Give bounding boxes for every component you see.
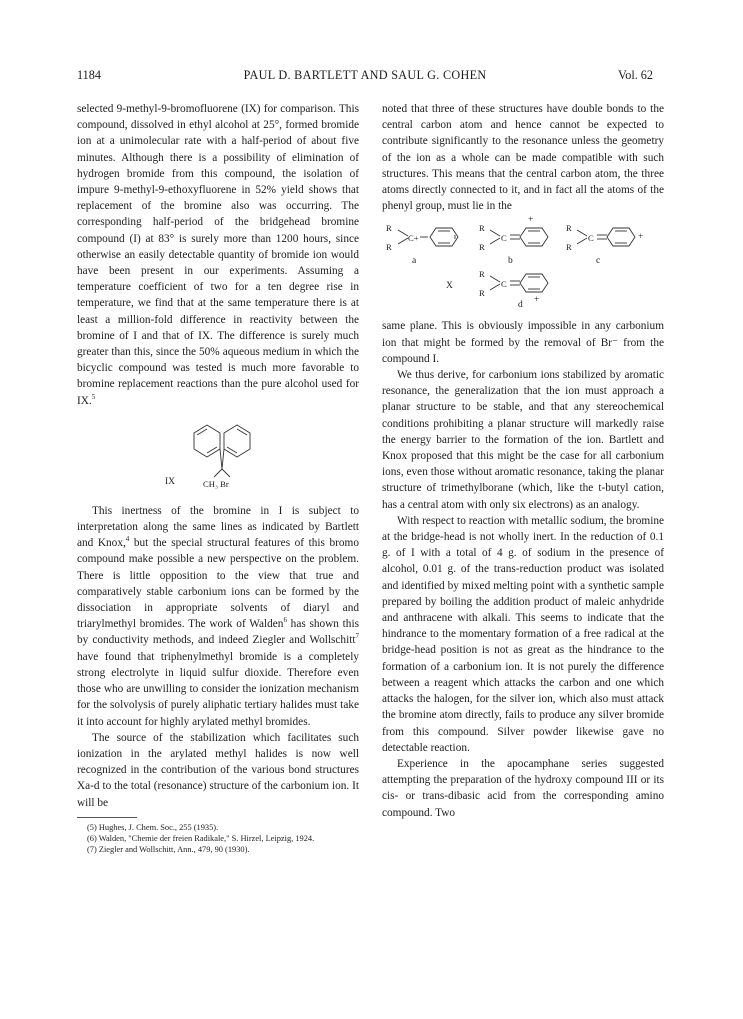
charge-label: + <box>638 232 644 243</box>
footnote: (7) Ziegler and Wollschitt, Ann., 479, 90 (1930). <box>87 844 250 854</box>
paragraph: The source of the stabilization which facilitates such ionization in the arylated methyl halides is now well recognized in the contribution of the various bond structures Xa-d to the total (resonance) structure of the carbonium ion. It will be <box>77 731 359 809</box>
volume-label: Vol. 62 <box>618 68 653 82</box>
running-title: PAUL D. BARTLETT AND SAUL G. COHEN <box>243 68 487 82</box>
footnote-ref: 6 <box>283 616 287 625</box>
paragraph: We thus derive, for carbonium ions stabilized by aromatic resonance, the generalization that the ion must approach a planar structure to be stable, and that any stereochemical conditions prohibiting a planar structure will markedly raise the energy barrier to the formation of the ion. Bartlett and Knox proposed that this might be the case for all carbonium ions, even those without aromatic resonance, taking the planar structure of trimethylborane (which, like the t-butyl cation, has a central atom with only six electrons) as an analogy. <box>382 369 664 511</box>
r-group-label: R <box>566 242 572 253</box>
footnote: (5) Hughes, J. Chem. Soc., 255 (1935). <box>87 822 219 832</box>
structure-label-b: b <box>508 256 513 267</box>
paragraph: same plane. This is obviously impossible in any carbonium ion that might be formed by the removal of Br⁻ from the compound I. <box>382 320 664 365</box>
running-header <box>77 68 653 84</box>
carbon-label: C <box>501 279 507 290</box>
r-group-label: R <box>479 223 485 234</box>
footnote-ref: 7 <box>355 632 359 641</box>
footnote-ref: 4 <box>125 535 130 544</box>
figure-9-methyl-9-bromofluorene <box>77 413 359 501</box>
paragraph: Experience in the apocamphane series suggested attempting the preparation of the hydroxy compound III or its cis- or trans-dibasic acid from the corresponding amino compound. Two <box>382 757 664 819</box>
carbonium-label: C+ <box>408 233 419 244</box>
paragraph: selected 9-methyl-9-bromofluorene (IX) for comparison. This compound, dissolved in ethyl alcohol at 25°, formed bromide ion at a unimolecular rate with a half-period of about five minutes. Although there is a possibility of elimination of hydrogen bromide from this compound, the isolation of impure 9-methyl-9-ethoxyfluorene in 52% yield shows that replacement of the bromine also was occurring. The corresponding half-period of the bridgehead bromine compound (I) at 83° is surely more than 1200 hours, since otherwise an easily detectable quantity of bromide ion would have been present in our experiments. Assuming a temperature coefficient of two for a ten degree rise in temperature, we find that at the same temperature there is at least a million-fold difference in reactivity between the bromine of I and that of IX. The difference is surely much greater than this, since the 50% aqueous medium in which the bicyclic compound was tested is much more favorable to bromine replacement reactions than the pure alcohol used for IX.$^5$ <box>77 103 359 407</box>
right-column <box>382 101 664 821</box>
carbon-label: C <box>501 233 507 244</box>
r-group-label: R <box>479 269 485 280</box>
footnote-ref: 5 <box>91 392 96 401</box>
paragraph: With respect to reaction with metallic sodium, the bromine at the bridge-head is not wholly inert. In the reduction of 0.1 g. of I with a total of 4 g. of sodium in the presence of alcohol, 0.01 g. of the trans-reduction product was isolated and identified by mixed melting point with a synthetic sample prepared by boiling the addition product of maleic anhydride and anthracene with alkali. This seems to indicate that the hindrance to the momentary formation of a free radical at the bridge-head position is not as great as the hindrance to the formation of a carbonium ion. It is not purely the difference between a reagent which attacks the carbon and one which attacks the halogen, for the silver ion, which also must attack the bromine atom directly, fails to produce any silver bromide from this compound. Silver powder likewise gave no detectable reaction. <box>382 514 664 754</box>
resonance-structures-xa-d <box>382 218 664 316</box>
r-group-label: R <box>386 242 392 253</box>
paragraph: This inertness of the bromine in I is subject to interpretation along the same lines as indicated by Bartlett and Knox,$^4$ but the special structural features of this bromo compound make possible a new perspective on the problem. There is little opposition to the view that true and comparatively stable carbonium ions can be formed by the dissociation in appropriate solvents of diaryl and triarylmethyl bromides. The work of Walden$^6$ has shown this by conductivity methods, and indeed Ziegler and Wollschitt$^7$ have found that triphenylmethyl bromide is a completely strong electrolyte in liquid sulfur dioxide. Therefore even those who are unwilling to consider the ionization mechanism for the solvolysis of purely aliphatic tertiary halides must take it into account for highly arylated methyl bromides. <box>77 504 359 728</box>
r-group-label: R <box>386 223 392 234</box>
page-number: 1184 <box>77 68 101 82</box>
footnote: (6) Walden, "Chemie der freien Radikale," S. Hirzel, Leipzig, 1924. <box>87 833 315 843</box>
substituent-label: CH₃ Br <box>203 478 229 489</box>
r-group-label: R <box>566 223 572 234</box>
structure-label-c: c <box>596 256 601 267</box>
r-group-label: R <box>479 242 485 253</box>
paragraph: noted that three of these structures have double bonds to the central carbon atom and hence cannot be expected to contribute significantly to the resonance unless the geometry of the ion as a whole can be made compatible with such structures. This means that the central carbon atom, the three atoms directly connected to it, and in fact all the atoms of the phenyl group, must lie in the <box>382 103 664 213</box>
carbon-label: C <box>588 233 594 244</box>
footnote-rule <box>77 817 137 818</box>
charge-label: + <box>528 215 534 226</box>
structure-label-a: a <box>412 256 417 267</box>
r-group-label: R <box>479 288 485 299</box>
structure-group-label: X <box>446 281 453 292</box>
compound-label: IX <box>165 476 176 487</box>
structure-label-d: d <box>518 300 523 311</box>
left-column <box>77 101 359 855</box>
figure-resonance-structures <box>382 215 664 316</box>
charge-label: + <box>534 295 540 306</box>
